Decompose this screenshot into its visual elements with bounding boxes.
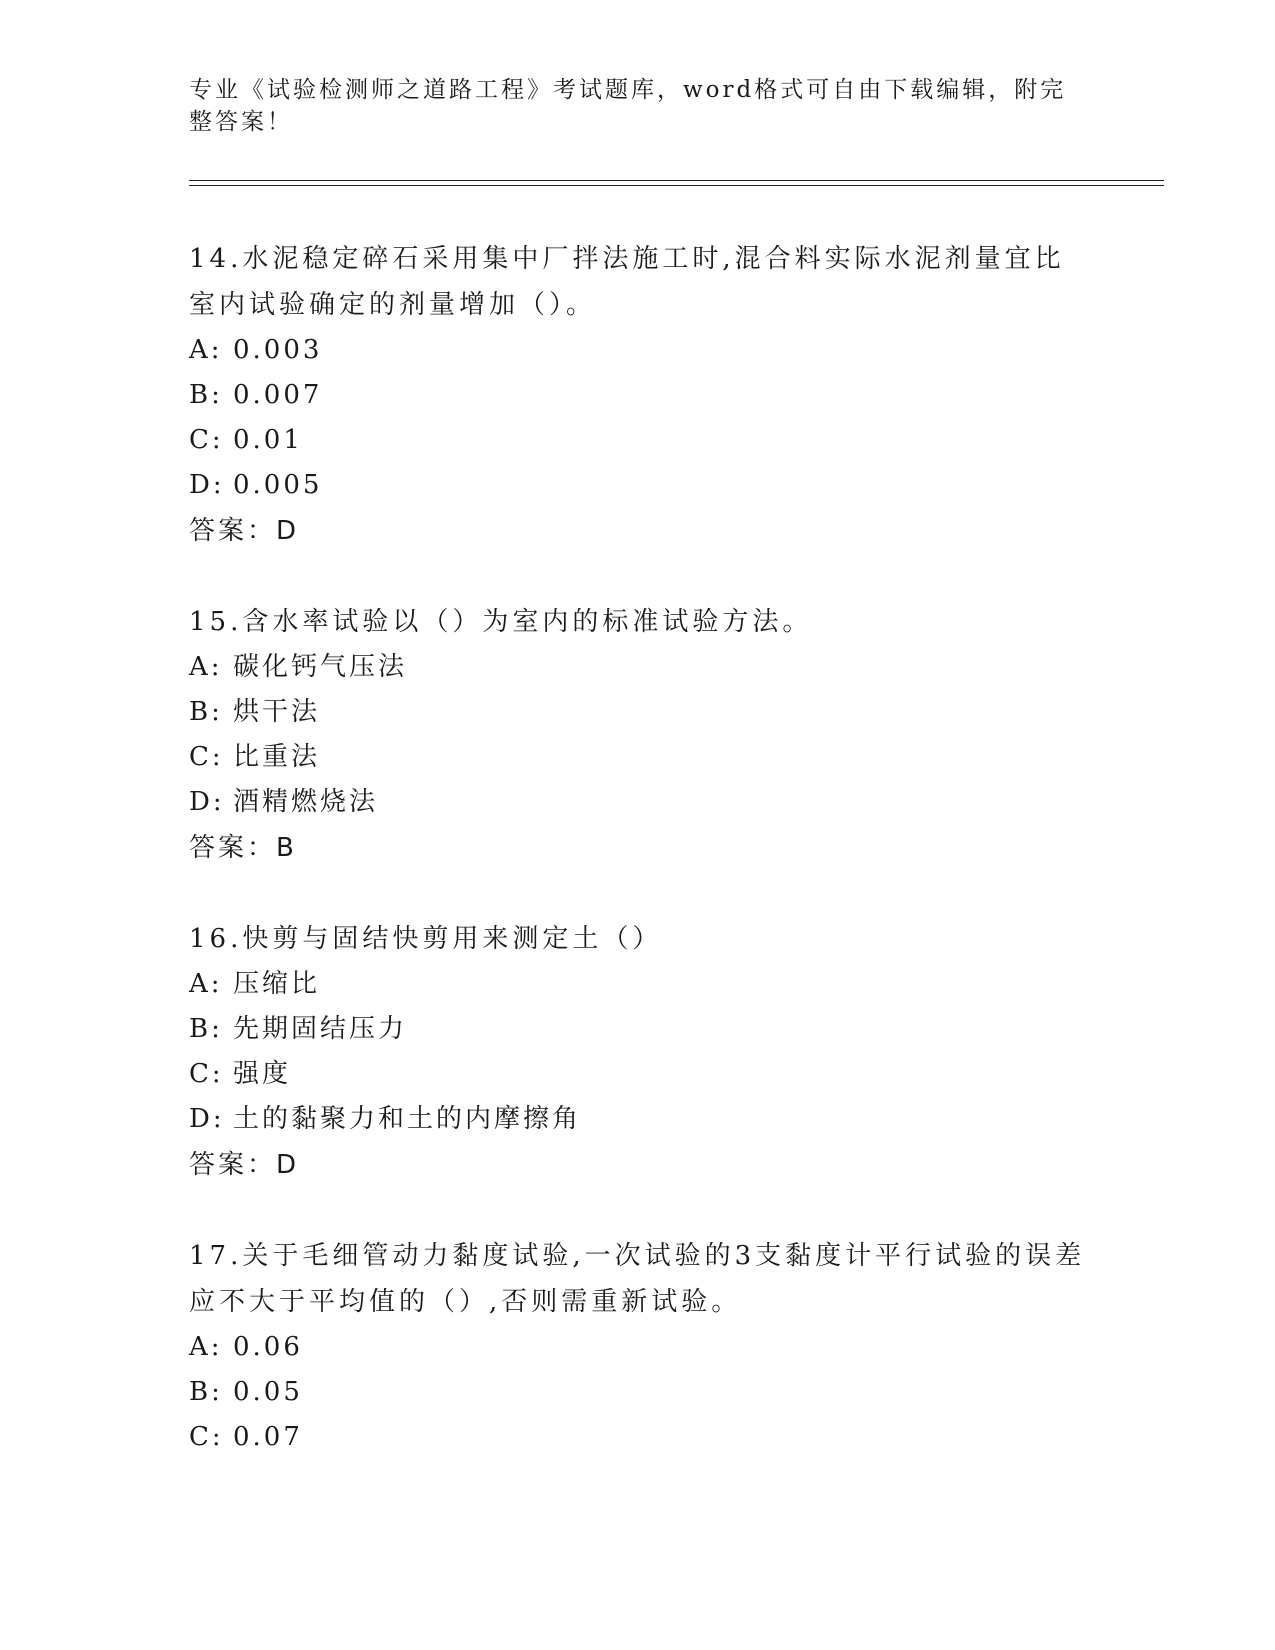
option-label: B:: [189, 697, 223, 727]
option-label: D:: [189, 1104, 225, 1134]
question-item: [189, 1233, 1089, 1460]
header-divider-top: [189, 180, 1164, 181]
header-divider-bottom: [189, 185, 1164, 186]
option-label: C:: [189, 1422, 224, 1452]
option-text: 烘干法: [233, 697, 321, 727]
option-label: B:: [189, 1377, 223, 1407]
option-text: 碳化钙气压法: [233, 652, 408, 682]
answer-option: [189, 962, 1089, 1007]
answer-option: [189, 645, 1089, 690]
answer-option: [189, 735, 1089, 780]
question-stem: 15.含水率试验以（）为室内的标准试验方法。: [189, 607, 813, 637]
answer-option: [189, 1097, 1089, 1142]
answer-option: [189, 463, 1089, 508]
option-label: B:: [189, 1014, 223, 1044]
question-stem: 14.水泥稳定碎石采用集中厂拌法施工时,混合料实际水泥剂量宜比室内试验确定的剂量增加（）。: [189, 244, 1065, 320]
option-text: 土的黏聚力和土的内摩擦角: [233, 1104, 582, 1134]
question-item: [189, 916, 1089, 1188]
option-label: C:: [189, 425, 224, 455]
option-label: A:: [189, 1332, 223, 1362]
option-text: 比重法: [233, 742, 321, 772]
answer-option: [189, 780, 1089, 825]
answer-option: [189, 1370, 1089, 1415]
option-label: C:: [189, 742, 224, 772]
question-item: [189, 599, 1089, 871]
option-text: 先期固结压力: [233, 1014, 408, 1044]
document-header: 专业《试验检测师之道路工程》考试题库，word格式可自由下载编辑，附完整答案！: [189, 77, 1067, 135]
option-label: A:: [189, 335, 223, 365]
answer-option: [189, 1007, 1089, 1052]
question-stem: 16.快剪与固结快剪用来测定土（）: [189, 924, 663, 954]
answer-option: [189, 418, 1089, 463]
answer-key: 答案：D: [189, 516, 300, 546]
question-item: [189, 236, 1089, 554]
option-text: 0.07: [233, 1422, 303, 1452]
option-label: A:: [189, 652, 223, 682]
option-label: B:: [189, 380, 223, 410]
option-text: 0.003: [233, 335, 323, 365]
option-text: 压缩比: [233, 969, 321, 999]
answer-option: [189, 690, 1089, 735]
option-label: C:: [189, 1059, 224, 1089]
answer-key: 答案：D: [189, 1150, 300, 1180]
option-text: 0.01: [233, 425, 303, 455]
option-text: 酒精燃烧法: [233, 787, 379, 817]
answer-option: [189, 1325, 1089, 1370]
option-text: 0.05: [233, 1377, 303, 1407]
question-stem: 17.关于毛细管动力黏度试验,一次试验的3支黏度计平行试验的误差应不大于平均值的（）,否则需重新试验。: [189, 1241, 1086, 1317]
option-text: 0.007: [233, 380, 323, 410]
option-label: D:: [189, 470, 225, 500]
answer-option: [189, 1052, 1089, 1097]
option-text: 强度: [233, 1059, 292, 1089]
answer-key: 答案：B: [189, 833, 297, 863]
option-text: 0.06: [233, 1332, 303, 1362]
option-label: A:: [189, 969, 223, 999]
option-text: 0.005: [233, 470, 323, 500]
answer-option: [189, 373, 1089, 418]
question-list: [189, 236, 1089, 1505]
answer-option: [189, 328, 1089, 373]
option-label: D:: [189, 787, 225, 817]
answer-option: [189, 1415, 1089, 1460]
